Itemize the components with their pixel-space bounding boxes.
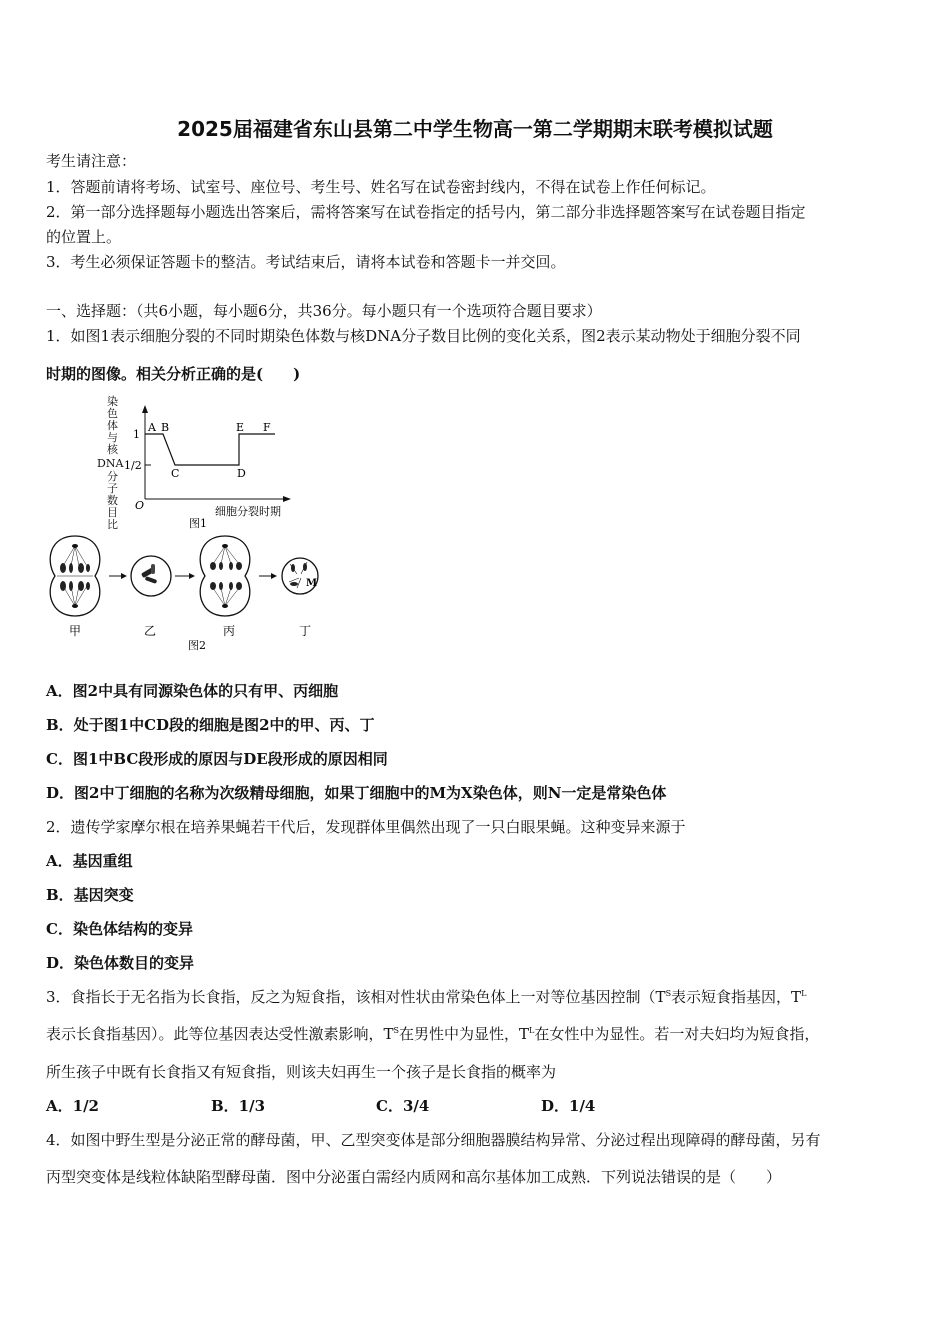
cell-ding-m-label: M [306, 578, 318, 589]
fig1-origin: O [135, 499, 145, 512]
cell-label-jia: 甲 [69, 624, 82, 638]
fig1-caption: 图1 [189, 517, 207, 530]
q1-option-d: D．图2中丁细胞的名称为次级精母细胞，如果丁细胞中的M为X染色体，则N一定是常染色体 [46, 784, 667, 802]
fig1-point-d: D [237, 467, 246, 480]
fig1-x-arrow [283, 496, 291, 502]
q2-option-d: D．染色体数目的变异 [46, 954, 195, 972]
question-3-stem-cont [46, 1024, 819, 1044]
fig1-point-e: E [236, 421, 245, 434]
notice-item: 1．答题前请将考场、试室号、座位号、考生号、姓名写在试卷密封线内，不得在试卷上作任何标记。 [46, 178, 716, 196]
q3-text: 在男性中为显性，T [399, 1025, 530, 1043]
q3-text: 在女性中为显性。若一对夫妇均为短食指， [534, 1025, 820, 1043]
q3-option-b: B．1/3 [211, 1097, 266, 1115]
superscript-l: L [801, 989, 807, 998]
q2-option-b: B．基因突变 [46, 886, 134, 904]
question-2-stem: 2．遗传学家摩尔根在培养果蝇若干代后，发现群体里偶然出现了一只白眼果蝇。这种变异来源于 [46, 818, 686, 836]
fig1-point-a: A [148, 421, 156, 434]
fig1-ylabel-char: 数 [107, 494, 118, 507]
fig1-curve [145, 434, 275, 465]
q1-option-c: C．图1中BC段形成的原因与DE段形成的原因相同 [46, 750, 388, 768]
q1-option-a: A．图2中具有同源染色体的只有甲、丙细胞 [46, 682, 339, 700]
question-3-stem [46, 987, 806, 1007]
notice-heading: 考生请注意： [46, 152, 137, 170]
q3-option-d: D．1/4 [541, 1097, 596, 1115]
cell-bing [200, 536, 250, 616]
superscript-s: S [665, 989, 672, 998]
notice-item: 3．考生必须保证答题卡的整洁。考试结束后，请将本试卷和答题卡一并交回。 [46, 253, 566, 271]
cell-label-bing: 丙 [223, 624, 236, 638]
cell-jia [50, 536, 100, 616]
fig1-ylabel-char: 目 [107, 506, 118, 519]
cell-yi [131, 556, 171, 596]
question-1-stem-cont: 时期的图像。相关分析正确的是( ) [46, 365, 301, 383]
superscript-s: S [393, 1026, 399, 1035]
section-heading: 一、选择题：（共6小题，每小题6分，共36分。每小题只有一个选项符合题目要求） [46, 302, 602, 320]
q3-text: 表示长食指基因）。此等位基因表达受性激素影响，T [46, 1025, 394, 1043]
fig1-point-b: B [161, 421, 170, 434]
q3-text: 表示短食指基因，T [671, 988, 802, 1006]
superscript-l: L [529, 1026, 535, 1035]
notice-item: 2．第一部分选择题每小题选出答案后，需将答案写在试卷指定的括号内，第二部分非选择题答案写在试卷题目指定 [46, 203, 806, 221]
arrow-head [189, 573, 195, 579]
figure-1-graph [95, 393, 315, 538]
q3-text: 3．食指长于无名指为长食指，反之为短食指，该相对性状由常染色体上一对等位基因控制（T [46, 988, 666, 1006]
q3-options [46, 1096, 706, 1116]
notice-item: 的位置上。 [46, 228, 122, 246]
fig1-ylabel-char: 与 [107, 431, 118, 444]
fig1-xlabel: 细胞分裂时期 [215, 505, 281, 518]
fig1-point-c: C [171, 467, 180, 480]
fig1-ylabel-char: 分 [107, 470, 118, 483]
cell-label-yi: 乙 [144, 624, 157, 638]
question-3-stem-end: 所生孩子中既有长食指又有短食指，则该夫妇再生一个孩子是长食指的概率为 [46, 1063, 557, 1081]
arrow-head [121, 573, 127, 579]
fig1-ylabel-char: 子 [107, 482, 118, 495]
question-4-stem: 4．如图中野生型是分泌正常的酵母菌，甲、乙型突变体是部分细胞器膜结构异常、分泌过程出现障碍的酵母菌，另有 [46, 1131, 821, 1149]
cell-label-ding: 丁 [299, 624, 312, 638]
fig1-point-f: F [263, 421, 271, 434]
q3-option-a: A．1/2 [46, 1097, 99, 1115]
q2-option-a: A．基因重组 [46, 852, 133, 870]
fig2-caption: 图2 [188, 639, 206, 652]
fig1-ylabel-char: 核 [107, 443, 118, 456]
fig1-ylabel-char: 色 [107, 407, 118, 420]
q1-option-b: B．处于图1中CD段的细胞是图2中的甲、丙、丁 [46, 716, 375, 734]
page-title: 2025届福建省东山县第二中学生物高一第二学期期末联考模拟试题 [177, 117, 773, 141]
arrow-head [271, 573, 277, 579]
fig1-tick-half: 1/2 [124, 459, 142, 472]
fig1-ylabel-char: 比 [107, 518, 118, 531]
fig1-ylabel-char: 染 [107, 395, 118, 408]
fig1-ylabel-char: 体 [107, 419, 118, 432]
fig1-y-arrow [142, 405, 148, 413]
fig1-tick-1: 1 [133, 428, 140, 441]
question-1-stem: 1．如图1表示细胞分裂的不同时期染色体数与核DNA分子数目比例的变化关系，图2表示某动物处于细胞分裂不同 [46, 327, 801, 345]
fig1-ylabel-char: DNA [97, 457, 124, 470]
question-4-stem-cont: 丙型突变体是线粒体缺陷型酵母菌．图中分泌蛋白需经内质网和高尔基体加工成熟．下列说法错误的是（ ） [46, 1168, 782, 1186]
figure-2-cells [45, 532, 335, 657]
q3-option-c: C．3/4 [376, 1097, 430, 1115]
q2-option-c: C．染色体结构的变异 [46, 920, 193, 938]
